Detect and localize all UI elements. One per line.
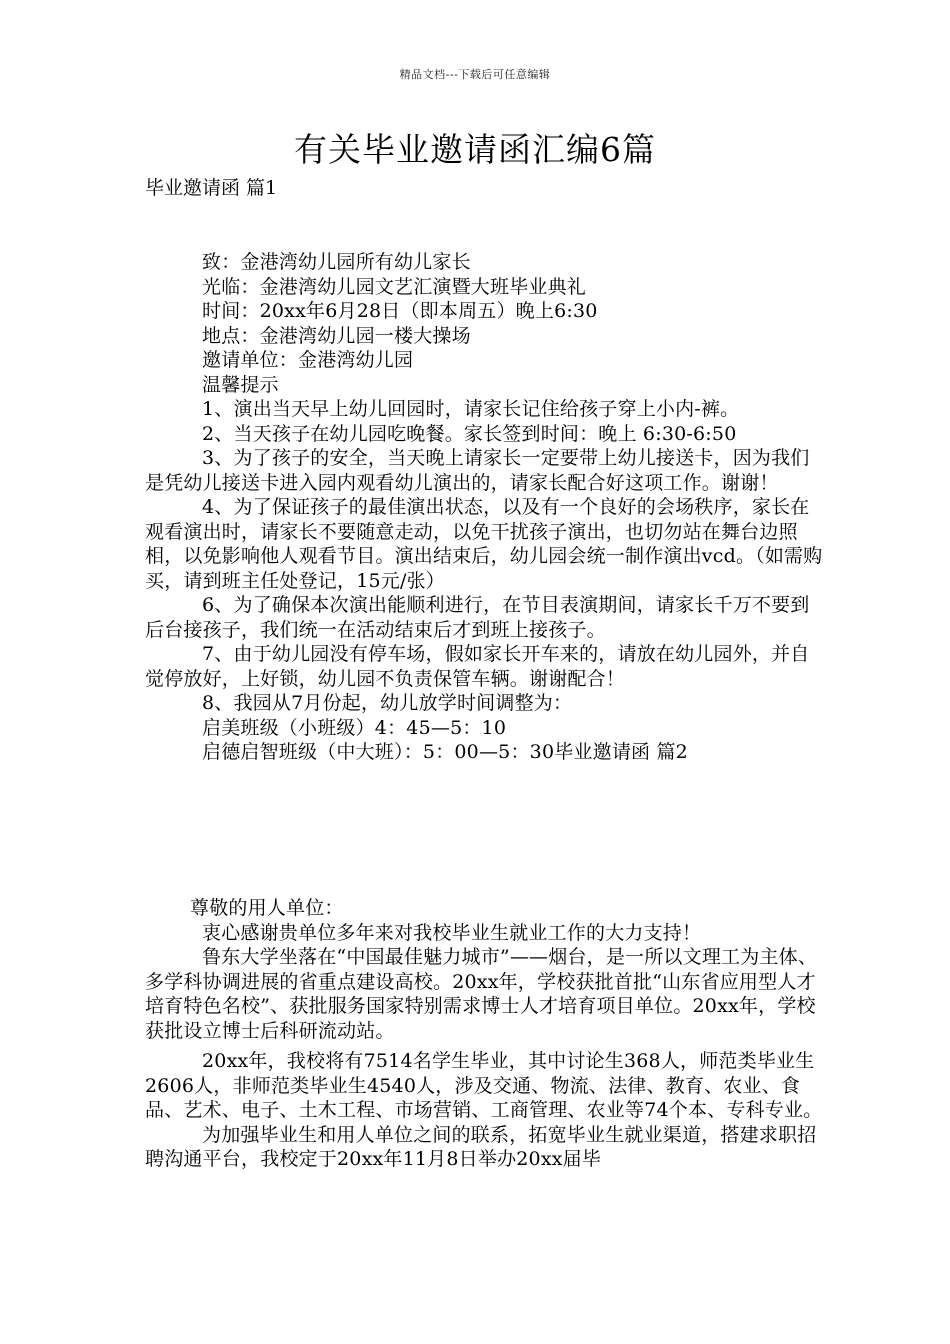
- section-2-body: [145, 896, 825, 1172]
- invite-to-line: 致：金港湾幼儿园所有幼儿家长: [202, 251, 471, 273]
- invite-place-line: 地点：金港湾幼儿园一楼大操场: [202, 324, 471, 347]
- section-1-heading: 毕业邀请函 篇1: [145, 177, 278, 199]
- tips-heading: 温馨提示: [202, 373, 279, 396]
- salutation: 尊敬的用人单位：: [190, 897, 344, 919]
- tip-item-2: 2、当天孩子在幼儿园吃晚餐。家长签到时间：晚上 6:30-6:50: [202, 422, 737, 445]
- tip-item-3: 3、为了孩子的安全，当天晚上请家长一定要带上幼儿接送卡，因为我们是凭幼儿接送卡进入园内观看幼儿演出的，请家长配合好这项工作。谢谢！: [145, 447, 810, 494]
- paragraph-job-fair: 为加强毕业生和用人单位之间的联系，拓宽毕业生就业渠道，搭建求职招聘沟通平台，我校定于20xx年11月8日举办20xx届毕: [145, 1123, 817, 1170]
- document-title: 有关毕业邀请函汇编6篇: [294, 130, 656, 169]
- tip-item-4: 4、为了保证孩子的最佳演出状态，以及有一个良好的会场秩序，家长在观看演出时，请家长不要随意走动，以免干扰孩子演出，也切勿站在舞台边照相，以免影响他人观看节目。演出结束后，幼儿园会统一制作演出vcd。（如需购买，请到班主任处登记，15元/张）: [145, 496, 823, 592]
- schedule-line-1: 启美班级（小班级）4：45—5：10: [202, 716, 507, 739]
- schedule-line-2: 启德启智班级（中大班）：5：00—5：30毕业邀请函 篇2: [202, 741, 688, 763]
- paragraph-graduates: 20xx年，我校将有7514名学生毕业，其中讨论生368人，师范类毕业生2606人，非师范类毕业生4540人，涉及交通、物流、法律、教育、农业、食品、艺术、电子、土木工程、市场营销、工商管理、农业等74个本、专科专业。: [145, 1050, 823, 1121]
- schedule-intro: 8、我园从7月份起，幼儿放学时间调整为：: [202, 692, 573, 714]
- tip-item-7: 7、由于幼儿园没有停车场，假如家长开车来的，请放在幼儿园外，并自觉停放好，上好锁，幼儿园不负责保管车辆。谢谢配合！: [145, 643, 810, 690]
- invite-host-line: 邀请单位：金港湾幼儿园: [202, 349, 414, 371]
- invite-time-line: 时间：20xx年6月28日（即本周五）晚上6:30: [202, 300, 598, 322]
- thanks-line: 衷心感谢贵单位多年来对我校毕业生就业工作的大力支持！: [202, 921, 702, 944]
- invite-event-line: 光临：金港湾幼儿园文艺汇演暨大班毕业典礼: [202, 275, 587, 298]
- header-note: 精品文档---下载后可任意编辑: [399, 68, 551, 81]
- section-1-body: [145, 250, 825, 765]
- tip-item-6: 6、为了确保本次演出能顺利进行，在节目表演期间，请家长千万不要到后台接孩子，我们统一在活动结束后才到班上接孩子。: [145, 594, 810, 641]
- tip-item-1: 1、演出当天早上幼儿回园时，请家长记住给孩子穿上小内-裤。: [202, 398, 740, 420]
- paragraph-university: 鲁东大学坐落在“中国最佳魅力城市”——烟台，是一所以文理工为主体、多学科协调进展的省重点建设高校。20xx年，学校获批首批“山东省应用型人才培育特色名校”、获批服务国家特别需求博士人才培育项目单位。20xx年，学校获批设立博士后科研流动站。: [145, 946, 818, 1042]
